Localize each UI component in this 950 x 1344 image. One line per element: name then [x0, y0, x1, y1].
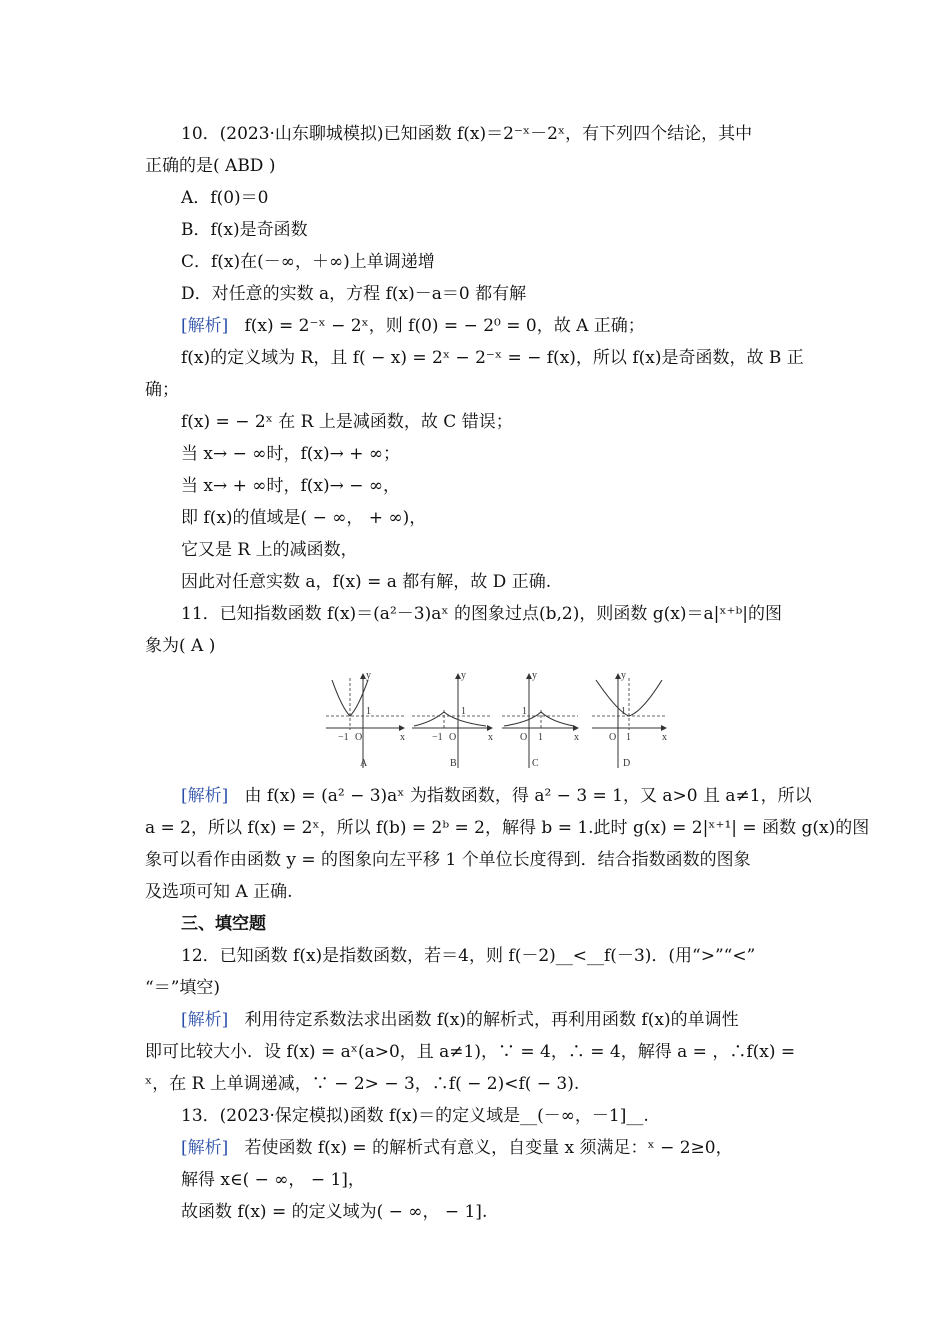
graph-c-caption: C: [532, 758, 539, 769]
q10-option-c: C．f(x)在(－∞，＋∞)上单调递增: [181, 252, 435, 272]
graph-d: [592, 670, 667, 769]
q13-solution-text1: 若使函数 f(x) = 的解析式有意义，自变量 x 须满足：ˣ − 2≥0，: [244, 1138, 733, 1158]
q10-solution-line3: 确；: [145, 380, 179, 400]
graph-a-x-label: x: [400, 732, 405, 743]
graph-d-x-label: x: [662, 732, 667, 743]
graph-c-y-label: y: [532, 670, 537, 681]
graph-d-y-label: y: [621, 670, 626, 681]
graph-b-caption: B: [450, 758, 457, 769]
q13-solution-line3: 故函数 f(x) = 的定义域为( − ∞， − 1].: [181, 1202, 488, 1222]
q10-solution-text1: f(x) = 2⁻ˣ − 2ˣ，则 f(0) = − 2⁰ = 0，故 A 正确；: [244, 316, 645, 336]
q10-solution-line5: 当 x→ − ∞时，f(x)→ + ∞；: [181, 444, 401, 464]
q11-stem-line2: 象为( A ): [145, 636, 216, 656]
q10-solution-line8: 它又是 R 上的减函数，: [181, 540, 358, 560]
graph-a-origin: O: [355, 732, 363, 743]
q11-solution-line2: a = 2，所以 f(x) = 2ˣ，所以 f(b) = 2ᵇ = 2，解得 b = 1.此时 g(x) = 2|ˣ⁺¹| = 函数 g(x)的图: [145, 818, 870, 838]
q12-solution-line3: ˣ，在 R 上单调递减，∵ − 2> − 3，∴f( − 2)<f( − 3).: [145, 1074, 580, 1094]
q12-solution-line1: [181, 1008, 811, 1032]
graph-a-tick-neg: −1: [338, 732, 349, 743]
q12-solution-line2: 即可比较大小．设 f(x) = aˣ(a>0，且 a≠1)，∵ = 4，∴ = 4，解得 a = ，∴f(x) =: [145, 1042, 796, 1062]
graph-c: [502, 670, 579, 769]
graph-b-tick-neg: −1: [432, 732, 443, 743]
graph-c-tick-one: 1: [522, 706, 527, 717]
q10-option-b: B．f(x)是奇函数: [181, 220, 308, 240]
q11-solution-line1: [181, 784, 811, 808]
q10-option-a: A．f(0)＝0: [181, 188, 269, 208]
graph-b-x-label: x: [488, 732, 493, 743]
q11-stem-line1: 11．已知指数函数 f(x)＝(a²－3)aˣ 的图象过点(b,2)，则函数 g(x)＝a|ˣ⁺ᵇ|的图: [181, 604, 783, 624]
graph-c-tick-x: 1: [538, 732, 543, 743]
q12-solution-text1: 利用待定系数法求出函数 f(x)的解析式，再利用函数 f(x)的单调性: [244, 1010, 739, 1030]
q11-solution-tag: [解析]: [181, 786, 229, 806]
q11-solution-text1: 由 f(x) = (a² − 3)aˣ 为指数函数，得 a² − 3 = 1，又 a>0 且 a≠1，所以: [244, 786, 812, 806]
section-title-fill-in: 三、填空题: [181, 914, 266, 934]
graph-b-tick-one: 1: [461, 706, 466, 717]
graph-b-y-label: y: [461, 670, 466, 681]
graph-a-caption: A: [360, 758, 368, 769]
q13-solution-line2: 解得 x∈( − ∞， − 1]，: [181, 1170, 365, 1190]
graph-d-tick-x: 1: [626, 732, 631, 743]
q10-stem-line2: 正确的是( ABD ): [145, 156, 276, 176]
q10-solution-line7: 即 f(x)的值域是( − ∞， + ∞)，: [181, 508, 427, 528]
graph-a-y-label: y: [366, 670, 371, 681]
q10-solution-line9: 因此对任意实数 a，f(x) = a 都有解，故 D 正确.: [181, 572, 552, 592]
q13-solution-line1: [181, 1136, 811, 1160]
q10-stem-line1: 10．(2023·山东聊城模拟)已知函数 f(x)＝2⁻ˣ－2ˣ，有下列四个结论，其中: [181, 124, 753, 144]
q13-stem: 13．(2023·保定模拟)函数 f(x)＝的定义域是__(－∞，－1]__.: [181, 1106, 649, 1126]
graph-d-tick-one: 1: [621, 706, 626, 717]
q10-option-d: D．对任意的实数 a，方程 f(x)－a＝0 都有解: [181, 284, 527, 304]
q12-stem-line1: 12．已知函数 f(x)是指数函数，若＝4，则 f(－2)__<__f(－3)．(用“>”“<”: [181, 946, 756, 966]
q12-stem-line2: “＝”填空): [145, 978, 221, 998]
q11-solution-line4: 及选项可知 A 正确.: [145, 882, 293, 902]
graph-c-origin: O: [520, 732, 528, 743]
graph-c-x-label: x: [574, 732, 579, 743]
graph-a-tick-one: 1: [366, 706, 371, 717]
q13-solution-tag: [解析]: [181, 1138, 229, 1158]
graph-b: [412, 670, 493, 769]
q10-solution-line2: f(x)的定义域为 R，且 f( − x) = 2ˣ − 2⁻ˣ = − f(x)，所以 f(x)是奇函数，故 B 正: [181, 348, 804, 368]
graph-d-origin: O: [609, 732, 617, 743]
q10-solution-tag: [解析]: [181, 316, 229, 336]
graph-b-origin: O: [449, 732, 457, 743]
graph-a: [326, 670, 405, 769]
graph-d-caption: D: [623, 758, 631, 769]
q10-solution-line1: [181, 314, 846, 338]
q11-solution-line3: 象可以看作由函数 y = 的图象向左平移 1 个单位长度得到．结合指数函数的图象: [145, 850, 751, 870]
q10-solution-line6: 当 x→ + ∞时，f(x)→ − ∞，: [181, 476, 401, 496]
q12-solution-tag: [解析]: [181, 1010, 229, 1030]
q11-graph-options: [320, 668, 680, 778]
q10-solution-line4: f(x) = − 2ˣ 在 R 上是减函数，故 C 错误；: [181, 412, 513, 432]
